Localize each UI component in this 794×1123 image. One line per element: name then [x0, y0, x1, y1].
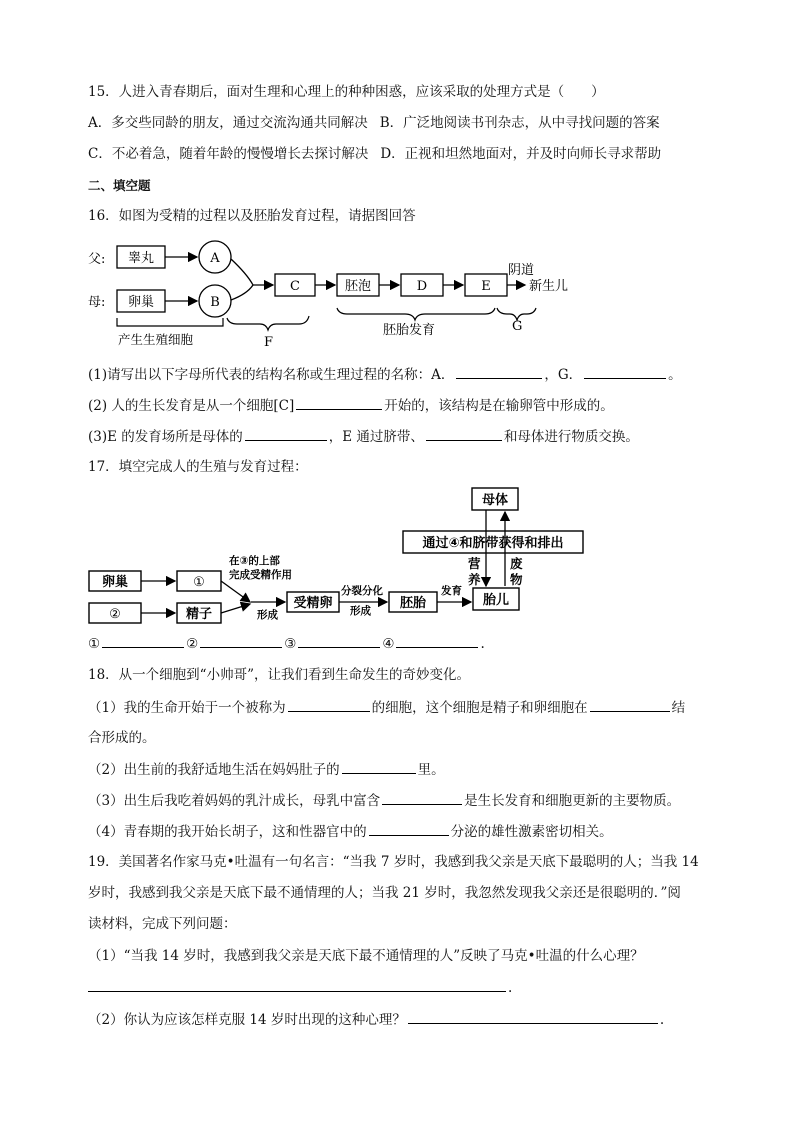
blastocyst-label: 胚泡 [344, 279, 372, 294]
q18-stem: 18．从一个细胞到“小帅哥”，让我们看到生命发生的奇妙变化。 [88, 667, 470, 683]
q17-answers: ① ② ③ ④ . [88, 633, 485, 654]
label-g: G [512, 319, 523, 334]
q18-part4: （4）青春期的我开始长胡子，这和性器官中的 分泌的雄性激素密切相关。 [88, 821, 613, 842]
label-f: F [264, 335, 274, 350]
q16-stem: 16．如图为受精的过程以及胚胎发育过程，请据图回答 [88, 208, 416, 224]
label-c: C [290, 279, 300, 294]
q15-stem: 15．人进入青春期后，面对生理和心理上的种种困惑，应该采取的处理方式是（ ） [88, 84, 605, 100]
blank-3[interactable] [298, 633, 380, 648]
q15-option-a: A．多交些同龄的朋友，通过交流沟通共同解决 [88, 115, 368, 131]
blank-c[interactable] [296, 395, 382, 410]
q17-diagram [85, 484, 595, 624]
newborn-label: 新生儿 [529, 279, 569, 294]
blank-18-1a[interactable] [288, 697, 370, 712]
zygote-label: 受精卵 [293, 596, 333, 611]
exchange-label: 通过④和脐带获得和排出 [422, 536, 564, 551]
label-b: B [210, 295, 220, 310]
division-label: 分裂分化 [341, 585, 383, 597]
blank-4[interactable] [396, 633, 478, 648]
q18-part2: （2）出生前的我舒适地生活在妈妈肚子的 里。 [88, 759, 445, 780]
q16-part3: (3)E 的发育场所是母体的 ，E 通过脐带、 和母体进行物质交换。 [88, 426, 639, 447]
sperm-label: 精子 [185, 607, 213, 622]
label-two: ② [109, 607, 121, 622]
mother-label: 母体 [481, 493, 509, 508]
q16-part2: (2) 人的生长发育是从一个细胞[C] 开始的，该结构是在输卵管中形成的。 [88, 395, 614, 416]
embryo-dev-label: 胚胎发育 [383, 323, 436, 338]
q19-part1-answer: . [88, 977, 512, 998]
q18-part1: （1）我的生命开始于一个被称为 的细胞，这个细胞是精子和卵细胞在 结 [88, 697, 685, 718]
q19-line2: 岁时，我感到我父亲是天底下最不通情理的人；当我 21 岁时，我忽然发现我父亲还是很聪明的．”阅 [88, 885, 681, 901]
blank-a[interactable] [456, 364, 542, 379]
fetus-label: 胎儿 [482, 593, 510, 608]
blank-e-site[interactable] [245, 426, 327, 441]
q16-diagram [85, 236, 605, 354]
q15-option-d: D．正视和坦然地面对，并及时向师长寻求帮助 [380, 146, 662, 162]
label-d: D [416, 279, 428, 294]
waste-2: 物 [510, 572, 523, 587]
waste-1: 废 [510, 556, 523, 571]
develop-label: 发育 [441, 585, 462, 597]
form-label-1: 形成 [257, 609, 278, 621]
q17-stem: 17．填空完成人的生殖与发育过程： [88, 459, 308, 475]
vagina-label: 阴道 [508, 263, 535, 278]
testis-label: 睾丸 [127, 251, 155, 266]
note-2: 完成受精作用 [229, 569, 292, 581]
embryo-label: 胚胎 [399, 596, 427, 611]
note-1: 在③的上部 [229, 555, 280, 567]
label-one: ① [193, 575, 205, 590]
q18-part3: （3）出生后我吃着妈妈的乳汁成长，母乳中富含 是生长发育和细胞更新的主要物质。 [88, 790, 680, 811]
blank-g[interactable] [584, 364, 666, 379]
q15-options-ab [88, 113, 660, 133]
q19-part2: （2）你认为应该怎样克服 14 岁时出现的这种心理？ . [88, 1009, 664, 1030]
nutrition-1: 营 [468, 556, 481, 571]
label-a: A [210, 251, 220, 266]
blank-18-3[interactable] [382, 790, 462, 805]
blank-1[interactable] [102, 633, 184, 648]
mother-label: 母: [88, 295, 106, 310]
ovary-label: 卵巢 [101, 575, 129, 590]
q15-option-c: C．不必着急，随着年龄的慢慢增长去探讨解决 [88, 146, 369, 162]
q16-part1: (1)请写出以下字母所代表的结构名称或生理过程的名称：A． ，G． 。 [88, 364, 682, 385]
blank-19-1[interactable] [88, 977, 506, 992]
section-title: 二、填空题 [88, 178, 151, 193]
germ-cells-label: 产生生殖细胞 [118, 332, 194, 347]
q19-part1: （1）“当我 14 岁时，我感到我父亲是天底下最不通情理的人”反映了马克•吐温的什么心理？ [88, 948, 644, 964]
nutrition-2: 养 [468, 572, 481, 587]
blank-19-2[interactable] [408, 1009, 658, 1024]
q15-options-cd [88, 144, 661, 164]
blank-18-4[interactable] [369, 821, 449, 836]
blank-18-1b[interactable] [590, 697, 670, 712]
father-label: 父: [88, 252, 106, 267]
blank-e-exchange[interactable] [426, 426, 502, 441]
q19-line3: 读材料，完成下列问题： [88, 916, 237, 932]
ovary-label: 卵巢 [127, 295, 155, 310]
q18-part1-cont: 合形成的。 [88, 730, 156, 746]
q19-line1: 19．美国著名作家马克•吐温有一句名言：“当我 7 岁时，我感到我父亲是天底下最聪明的人；当我 14 [88, 854, 699, 870]
blank-18-2[interactable] [342, 759, 416, 774]
label-e: E [481, 279, 491, 294]
q15-option-b: B．广泛地阅读书刊杂志，从中寻找问题的答案 [379, 115, 660, 131]
form-label-2: 形成 [350, 605, 371, 617]
blank-2[interactable] [200, 633, 282, 648]
